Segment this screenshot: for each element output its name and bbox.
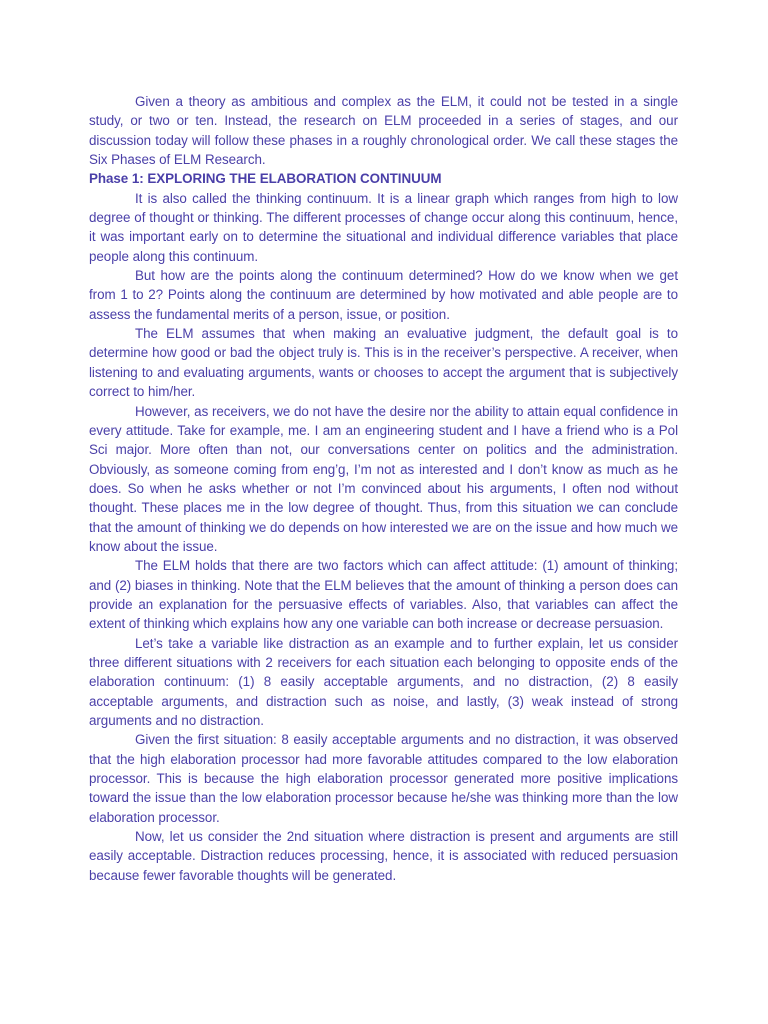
body-paragraph-2: But how are the points along the continuum determined? How do we know when we get from 1 to 2? Points along the continuum are determined by how motivated and able people are to assess the fundamental merits of a person, issue, or position. <box>89 268 678 322</box>
body-paragraph-4: However, as receivers, we do not have the desire nor the ability to attain equal confidence in every attitude. Take for example, me. I am an engineering student and I have a friend who is a Pol Sci major. More often than not, our conversations center on politics and the administration. Obviously, as someone coming from eng’g, I’m not as interested and I don’t know as much as he does. So when he asks whether or not I’m convinced about his arguments, I often nod without thought. These places me in the low degree of thought. Thus, from this situation we can conclude that the amount of thinking we do depends on how interested we are on the issue and how much we know about the issue. <box>89 403 678 554</box>
body-paragraph-6: Let’s take a variable like distraction as an example and to further explain, let us consider three different situations with 2 receivers for each situation each belonging to opposite ends of the elaboration continuum: (1) 8 easily acceptable arguments, and no distraction, (2) 8 easily acceptable arguments, and distraction such as noise, and lastly, (3) weak instead of strong arguments and no distraction. <box>89 635 678 728</box>
body-paragraph-1: It is also called the thinking continuum. It is a linear graph which ranges from high to low degree of thought or thinking. The different processes of change occur along this continuum, hence, it was important early on to determine the situational and individual difference variables that place people along this continuum. <box>89 190 678 264</box>
body-paragraph-7: Given the first situation: 8 easily acceptable arguments and no distraction, it was observed that the high elaboration processor had more favorable attitudes compared to the low elaboration processor. This is because the high elaboration processor generated more positive implications toward the issue than the low elaboration processor because he/she was thinking more than the low elaboration processor. <box>89 732 678 825</box>
intro-paragraph: Given a theory as ambitious and complex as the ELM, it could not be tested in a single study, or two or ten. Instead, the research on ELM proceeded in a series of stages, and our discussion today will follow these phases in a roughly chronological order. We call these stages the Six Phases of ELM Research. <box>89 94 678 168</box>
body-paragraph-8: Now, let us consider the 2nd situation where distraction is present and arguments are still easily acceptable. Distraction reduces processing, hence, it is associated with reduced persuasion because fewer favorable thoughts will be generated. <box>89 829 678 883</box>
body-paragraph-3: The ELM assumes that when making an evaluative judgment, the default goal is to determine how good or bad the object truly is. This is in the receiver’s perspective. A receiver, when listening to and evaluating arguments, wants or chooses to accept the argument that is subjectively correct to him/her. <box>89 326 678 400</box>
document-page <box>89 92 678 885</box>
body-paragraph-5: The ELM holds that there are two factors which can affect attitude: (1) amount of thinking; and (2) biases in thinking. Note that the ELM believes that the amount of thinking a person does can provide an explanation for the persuasive effects of variables. Also, that variables can affect the extent of thinking which explains how any one variable can both increase or decrease persuasion. <box>89 558 678 632</box>
section-heading: Phase 1: EXPLORING THE ELABORATION CONTINUUM <box>89 171 442 187</box>
